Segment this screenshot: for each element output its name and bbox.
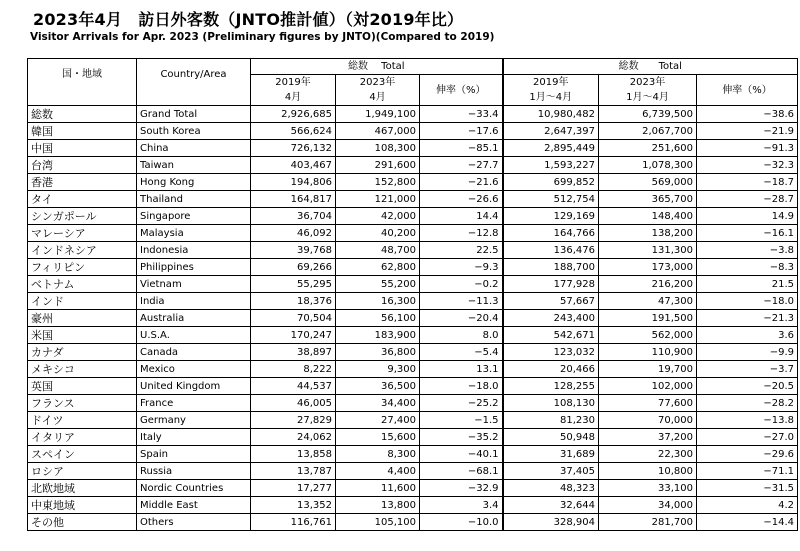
cell-2023-april: 56,100 [336,310,420,327]
cell-2023-jan-apr: 2,067,700 [599,123,697,140]
cell-2019-april: 194,806 [251,174,336,191]
cell-2019-jan-apr: 164,766 [503,225,599,242]
cell-rate-jan-apr: −13.8 [697,412,798,429]
cell-rate-jan-apr: −27.0 [697,429,798,446]
cell-region-jp: メキシコ [28,361,137,378]
cell-2023-jan-apr: 251,600 [599,140,697,157]
table-row [28,225,798,242]
cell-rate-april: −0.2 [420,276,503,293]
cell-region-jp: 中東地域 [28,497,137,514]
cell-region-en: India [137,293,251,310]
cell-2019-april: 70,504 [251,310,336,327]
cell-rate-jan-apr: −18.0 [697,293,798,310]
cell-region-en: South Korea [137,123,251,140]
cell-rate-april: −20.4 [420,310,503,327]
table-row [28,259,798,276]
cell-region-en: Mexico [137,361,251,378]
cell-rate-april: 22.5 [420,242,503,259]
cell-rate-april: −68.1 [420,463,503,480]
cell-region-jp: フランス [28,395,137,412]
cell-2023-april: 291,600 [336,157,420,174]
cell-2019-april: 46,005 [251,395,336,412]
cell-rate-jan-apr: −16.1 [697,225,798,242]
cell-2023-jan-apr: 33,100 [599,480,697,497]
cell-2023-jan-apr: 138,200 [599,225,697,242]
cell-2023-april: 36,500 [336,378,420,395]
cell-region-en: China [137,140,251,157]
table-row [28,293,798,310]
table-row [28,327,798,344]
cell-2019-april: 38,897 [251,344,336,361]
cell-region-jp: 豪州 [28,310,137,327]
table-row [28,463,798,480]
cell-region-jp: 中国 [28,140,137,157]
cell-2019-jan-apr: 32,644 [503,497,599,514]
cell-2019-jan-apr: 512,754 [503,191,599,208]
cell-rate-jan-apr: −32.3 [697,157,798,174]
cell-region-jp: カナダ [28,344,137,361]
table-row [28,497,798,514]
cell-region-en: Hong Kong [137,174,251,191]
cell-2019-april: 18,376 [251,293,336,310]
table-body [28,106,798,531]
cell-rate-jan-apr: −20.5 [697,378,798,395]
cell-2019-jan-apr: 20,466 [503,361,599,378]
cell-2019-april: 39,768 [251,242,336,259]
table-row [28,123,798,140]
cell-rate-jan-apr: −38.6 [697,106,798,123]
table-row [28,157,798,174]
cell-2019-jan-apr: 2,647,397 [503,123,599,140]
cell-rate-april: 3.4 [420,497,503,514]
cell-2023-april: 183,900 [336,327,420,344]
cell-region-en: Nordic Countries [137,480,251,497]
cell-2019-jan-apr: 81,230 [503,412,599,429]
cell-rate-jan-apr: −29.6 [697,446,798,463]
visitor-arrivals-table [27,58,798,531]
cell-region-jp: マレーシア [28,225,137,242]
cell-2023-april: 1,949,100 [336,106,420,123]
cell-region-en: United Kingdom [137,378,251,395]
cell-rate-jan-apr: −14.4 [697,514,798,531]
cell-rate-jan-apr: −28.7 [697,191,798,208]
cell-rate-jan-apr: −31.5 [697,480,798,497]
header-2019-ytd-period: 1月～4月 [503,90,599,106]
cell-rate-april: 14.4 [420,208,503,225]
cell-2019-april: 566,624 [251,123,336,140]
cell-2019-jan-apr: 129,169 [503,208,599,225]
table-row [28,208,798,225]
cell-2019-april: 13,352 [251,497,336,514]
cell-2019-april: 116,761 [251,514,336,531]
cell-rate-jan-apr: 4.2 [697,497,798,514]
cell-region-jp: 韓国 [28,123,137,140]
cell-2023-april: 36,800 [336,344,420,361]
cell-region-en: Australia [137,310,251,327]
cell-2023-april: 108,300 [336,140,420,157]
cell-2023-jan-apr: 34,000 [599,497,697,514]
cell-2023-april: 105,100 [336,514,420,531]
cell-2019-jan-apr: 48,323 [503,480,599,497]
header-region-jp: 国・地域 [28,59,137,106]
table-row [28,344,798,361]
cell-2019-april: 403,467 [251,157,336,174]
cell-2019-jan-apr: 328,904 [503,514,599,531]
cell-2023-jan-apr: 19,700 [599,361,697,378]
cell-2019-jan-apr: 2,895,449 [503,140,599,157]
cell-region-en: Spain [137,446,251,463]
cell-region-jp: フィリピン [28,259,137,276]
cell-2019-jan-apr: 31,689 [503,446,599,463]
cell-region-jp: 米国 [28,327,137,344]
cell-rate-april: 8.0 [420,327,503,344]
cell-region-jp: ロシア [28,463,137,480]
cell-2019-jan-apr: 37,405 [503,463,599,480]
cell-2023-jan-apr: 1,078,300 [599,157,697,174]
cell-rate-jan-apr: 14.9 [697,208,798,225]
cell-2019-jan-apr: 57,667 [503,293,599,310]
cell-rate-april: −32.9 [420,480,503,497]
table-row [28,174,798,191]
header-2023-year: 2023年 [336,75,420,91]
cell-region-jp: シンガポール [28,208,137,225]
cell-2023-jan-apr: 22,300 [599,446,697,463]
cell-2023-jan-apr: 6,739,500 [599,106,697,123]
cell-rate-april: −9.3 [420,259,503,276]
cell-region-jp: インド [28,293,137,310]
cell-rate-april: −18.0 [420,378,503,395]
table-row [28,276,798,293]
table-row [28,242,798,259]
cell-2023-april: 15,600 [336,429,420,446]
cell-region-jp: 英国 [28,378,137,395]
cell-2023-april: 34,400 [336,395,420,412]
cell-2023-april: 4,400 [336,463,420,480]
cell-region-en: Malaysia [137,225,251,242]
cell-rate-april: −12.8 [420,225,503,242]
cell-2019-jan-apr: 50,948 [503,429,599,446]
cell-2023-april: 13,800 [336,497,420,514]
cell-rate-april: 13.1 [420,361,503,378]
header-group-ytd: 総数 Total [503,59,798,75]
header-2023-ytd-year: 2023年 [599,75,697,91]
table-row [28,106,798,123]
cell-region-jp: その他 [28,514,137,531]
cell-2023-jan-apr: 131,300 [599,242,697,259]
cell-2023-jan-apr: 37,200 [599,429,697,446]
cell-region-jp: スペイン [28,446,137,463]
cell-2019-jan-apr: 10,980,482 [503,106,599,123]
cell-2023-april: 467,000 [336,123,420,140]
cell-rate-april: −10.0 [420,514,503,531]
header-2019-month: 4月 [251,90,336,106]
cell-region-en: U.S.A. [137,327,251,344]
cell-2023-jan-apr: 10,800 [599,463,697,480]
cell-2019-jan-apr: 542,671 [503,327,599,344]
cell-region-jp: 総数 [28,106,137,123]
table-row [28,310,798,327]
cell-rate-jan-apr: −28.2 [697,395,798,412]
page-subtitle: Visitor Arrivals for Apr. 2023 (Preliminary figures by JNTO)(Compared to 2019) [30,31,495,43]
cell-2019-april: 24,062 [251,429,336,446]
cell-rate-jan-apr: −9.9 [697,344,798,361]
cell-region-en: Thailand [137,191,251,208]
cell-rate-jan-apr: −21.9 [697,123,798,140]
cell-rate-jan-apr: −3.8 [697,242,798,259]
cell-rate-jan-apr: −21.3 [697,310,798,327]
cell-region-en: Indonesia [137,242,251,259]
cell-2019-april: 55,295 [251,276,336,293]
cell-region-en: Italy [137,429,251,446]
cell-region-en: Philippines [137,259,251,276]
header-group-month: 総数 Total [251,59,503,75]
header-2023-month: 4月 [336,90,420,106]
cell-2019-april: 170,247 [251,327,336,344]
cell-rate-april: −85.1 [420,140,503,157]
cell-2023-april: 42,000 [336,208,420,225]
cell-region-en: Russia [137,463,251,480]
cell-rate-jan-apr: 21.5 [697,276,798,293]
cell-2023-april: 11,600 [336,480,420,497]
cell-2019-jan-apr: 136,476 [503,242,599,259]
table-row [28,514,798,531]
cell-region-en: Middle East [137,497,251,514]
cell-region-en: Vietnam [137,276,251,293]
cell-2023-april: 152,800 [336,174,420,191]
cell-region-jp: インドネシア [28,242,137,259]
cell-2019-jan-apr: 177,928 [503,276,599,293]
cell-2023-april: 48,700 [336,242,420,259]
cell-rate-april: −26.6 [420,191,503,208]
cell-2019-jan-apr: 243,400 [503,310,599,327]
cell-rate-jan-apr: 3.6 [697,327,798,344]
cell-2019-jan-apr: 128,255 [503,378,599,395]
cell-2023-jan-apr: 281,700 [599,514,697,531]
cell-2023-jan-apr: 365,700 [599,191,697,208]
header-rate-ytd: 伸率（%） [697,75,798,106]
cell-rate-april: −1.5 [420,412,503,429]
cell-2023-april: 40,200 [336,225,420,242]
table-row [28,412,798,429]
cell-2023-jan-apr: 191,500 [599,310,697,327]
cell-region-jp: 台湾 [28,157,137,174]
cell-region-en: Canada [137,344,251,361]
cell-rate-jan-apr: −8.3 [697,259,798,276]
header-rate: 伸率（%） [420,75,503,106]
header-2019-ytd-year: 2019年 [503,75,599,91]
cell-region-jp: ベトナム [28,276,137,293]
cell-2023-jan-apr: 562,000 [599,327,697,344]
cell-2023-jan-apr: 216,200 [599,276,697,293]
cell-2019-april: 13,787 [251,463,336,480]
cell-2023-jan-apr: 70,000 [599,412,697,429]
cell-rate-april: −35.2 [420,429,503,446]
cell-rate-april: −5.4 [420,344,503,361]
cell-2019-april: 8,222 [251,361,336,378]
cell-rate-april: −17.6 [420,123,503,140]
cell-2023-april: 8,300 [336,446,420,463]
page-title: 2023年4月 訪日外客数（JNTO推計値）（対2019年比） [33,10,464,29]
cell-region-jp: タイ [28,191,137,208]
table-row [28,480,798,497]
cell-2023-jan-apr: 110,900 [599,344,697,361]
cell-region-en: Singapore [137,208,251,225]
cell-2023-april: 121,000 [336,191,420,208]
cell-region-jp: ドイツ [28,412,137,429]
header-2019-year: 2019年 [251,75,336,91]
cell-2019-jan-apr: 699,852 [503,174,599,191]
cell-2019-april: 164,817 [251,191,336,208]
cell-2023-april: 55,200 [336,276,420,293]
cell-2023-jan-apr: 569,000 [599,174,697,191]
cell-2023-jan-apr: 47,300 [599,293,697,310]
cell-region-jp: イタリア [28,429,137,446]
cell-region-en: Grand Total [137,106,251,123]
cell-2023-jan-apr: 77,600 [599,395,697,412]
cell-2023-april: 9,300 [336,361,420,378]
header-2023-ytd-period: 1月～4月 [599,90,697,106]
cell-rate-jan-apr: −3.7 [697,361,798,378]
cell-region-en: Germany [137,412,251,429]
cell-2019-april: 46,092 [251,225,336,242]
cell-rate-april: −25.2 [420,395,503,412]
cell-2019-jan-apr: 108,130 [503,395,599,412]
cell-2019-jan-apr: 1,593,227 [503,157,599,174]
cell-2019-april: 69,266 [251,259,336,276]
cell-2023-april: 27,400 [336,412,420,429]
cell-rate-jan-apr: −18.7 [697,174,798,191]
cell-rate-april: −27.7 [420,157,503,174]
cell-2023-april: 62,800 [336,259,420,276]
table-row [28,378,798,395]
cell-rate-april: −33.4 [420,106,503,123]
table-row [28,395,798,412]
cell-2023-jan-apr: 148,400 [599,208,697,225]
cell-2023-april: 16,300 [336,293,420,310]
table-row [28,361,798,378]
cell-rate-jan-apr: −71.1 [697,463,798,480]
cell-rate-april: −11.3 [420,293,503,310]
cell-region-jp: 香港 [28,174,137,191]
cell-region-en: Others [137,514,251,531]
header-region-en: Country/Area [137,59,251,106]
cell-2019-april: 2,926,685 [251,106,336,123]
cell-2019-jan-apr: 123,032 [503,344,599,361]
cell-2019-april: 726,132 [251,140,336,157]
cell-2019-jan-apr: 188,700 [503,259,599,276]
cell-2019-april: 17,277 [251,480,336,497]
cell-region-en: Taiwan [137,157,251,174]
cell-2023-jan-apr: 173,000 [599,259,697,276]
cell-2019-april: 44,537 [251,378,336,395]
table-row [28,446,798,463]
cell-2019-april: 13,858 [251,446,336,463]
cell-rate-jan-apr: −91.3 [697,140,798,157]
cell-2019-april: 36,704 [251,208,336,225]
table-row [28,140,798,157]
cell-rate-april: −21.6 [420,174,503,191]
cell-2023-jan-apr: 102,000 [599,378,697,395]
cell-region-jp: 北欧地域 [28,480,137,497]
table-row [28,191,798,208]
cell-2019-april: 27,829 [251,412,336,429]
cell-region-en: France [137,395,251,412]
cell-rate-april: −40.1 [420,446,503,463]
table-row [28,429,798,446]
